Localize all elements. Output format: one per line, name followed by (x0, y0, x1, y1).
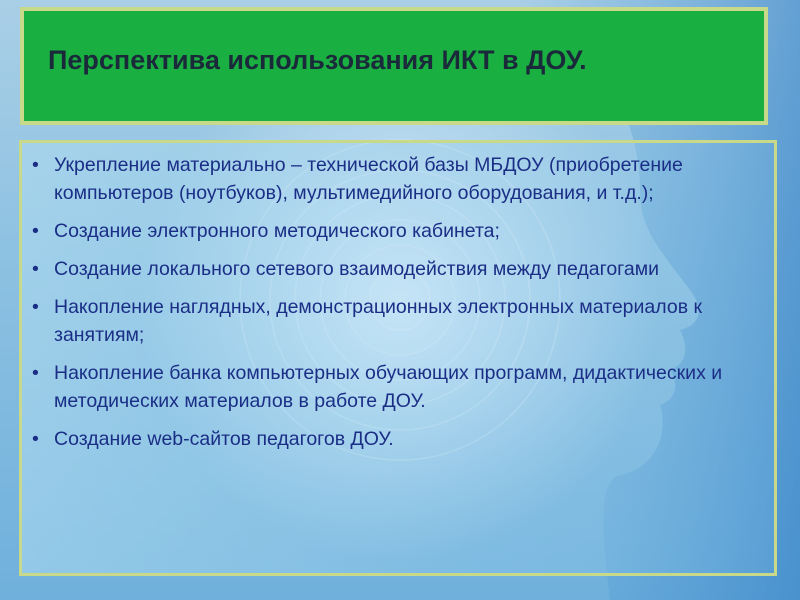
list-item (30, 217, 770, 245)
bullet-icon: • (32, 428, 39, 450)
title-banner (20, 7, 768, 125)
bullet-icon: • (32, 220, 39, 242)
list-item (30, 359, 770, 415)
list-item-text: Создание электронного методического кабинета; (54, 220, 500, 242)
list-item-text: Накопление наглядных, демонстрационных электронных материалов к занятиям; (54, 296, 703, 346)
slide-title: Перспектива использования ИКТ в ДОУ. (48, 45, 587, 75)
list-item-text: Накопление банка компьютерных обучающих программ, дидактических и методических материалов в работе ДОУ. (54, 362, 723, 412)
bullet-list (30, 151, 770, 463)
bullet-icon: • (32, 296, 39, 318)
list-item-text: Укрепление материально – технической базы МБДОУ (приобретение компьютеров (ноутбуков), мультимедийного оборудования, и т.д.); (54, 154, 683, 204)
list-item (30, 255, 770, 283)
list-item-text: Создание web-сайтов педагогов ДОУ. (54, 428, 394, 450)
list-item (30, 293, 770, 349)
bullet-icon: • (32, 154, 39, 176)
list-item-text: Создание локального сетевого взаимодействия между педагогами (54, 258, 659, 280)
bullet-icon: • (32, 362, 39, 384)
list-item (30, 151, 770, 207)
content-panel (19, 140, 777, 576)
bullet-icon: • (32, 258, 39, 280)
list-item (30, 425, 770, 453)
